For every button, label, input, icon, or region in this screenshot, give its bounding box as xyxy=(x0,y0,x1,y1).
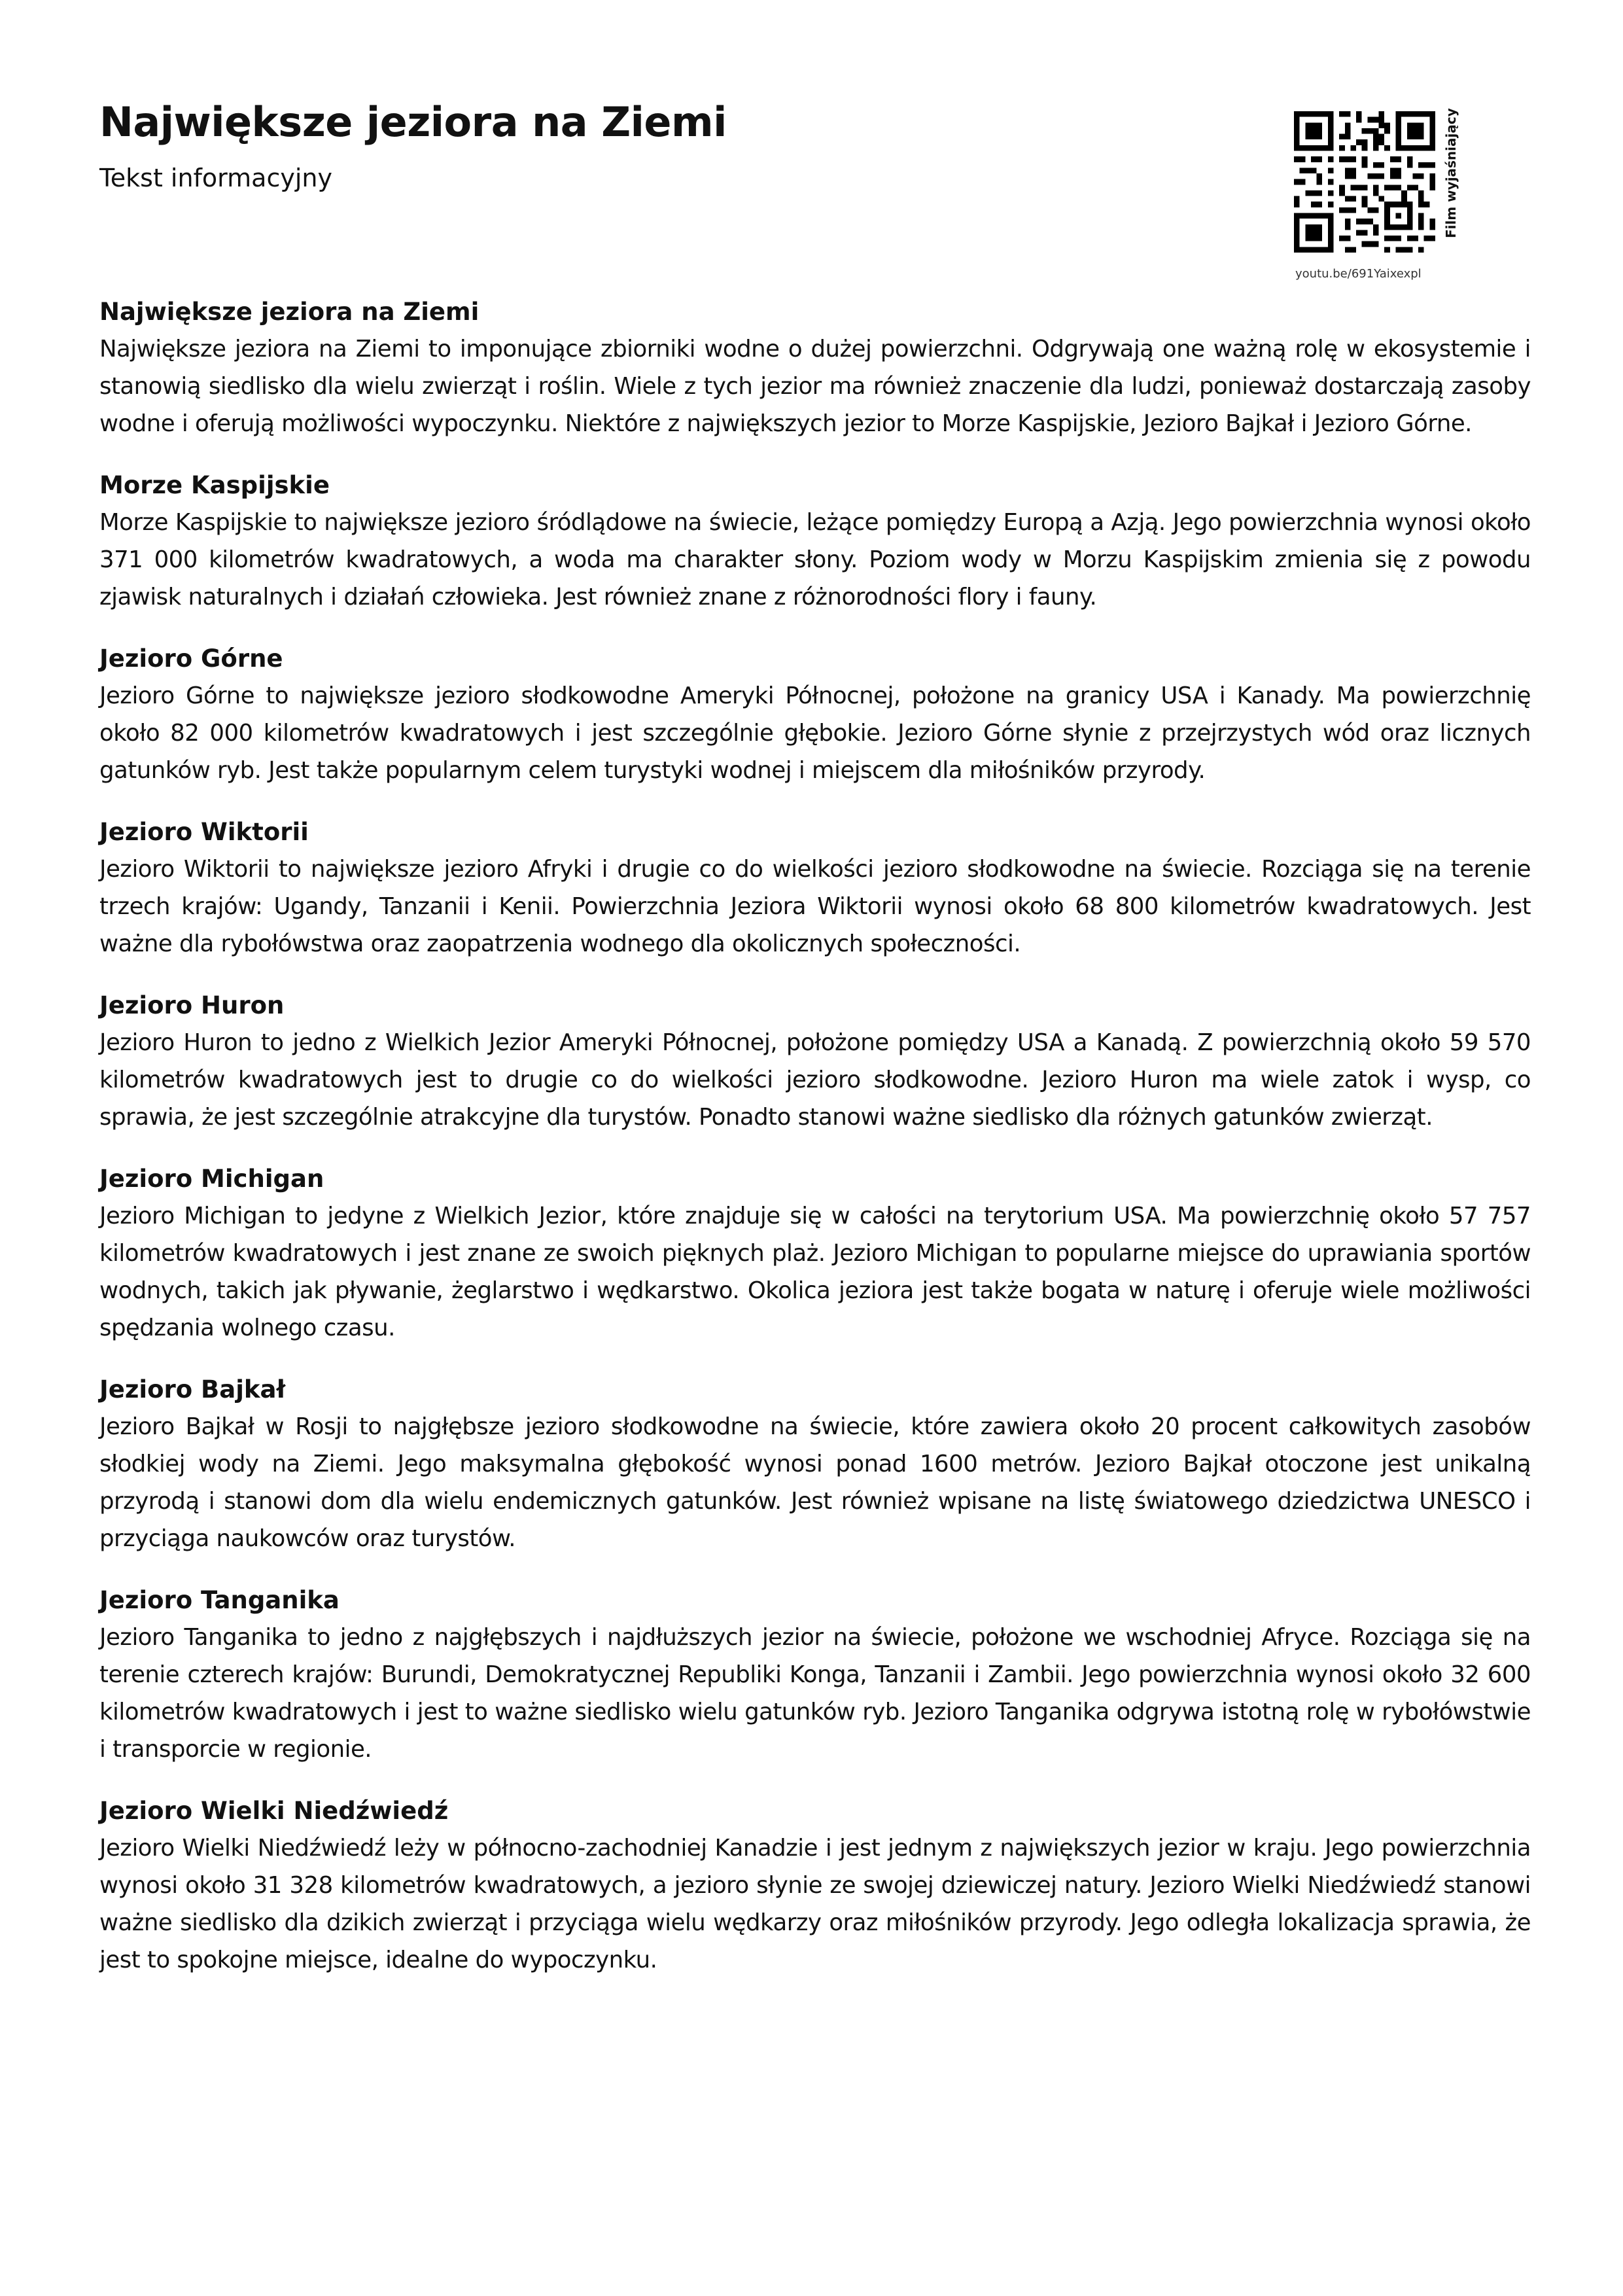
page-title: Największe jeziora na Ziemi xyxy=(99,98,727,146)
section-heading: Morze Kaspijskie xyxy=(99,471,330,499)
page-subtitle: Tekst informacyjny xyxy=(99,164,332,192)
qr-link-caption[interactable]: youtu.be/691Yaixexpl xyxy=(1295,267,1422,281)
section-heading: Jezioro Wielki Niedźwiedź xyxy=(99,1797,449,1825)
section-jezioro-bajkal xyxy=(99,1371,1531,1557)
section-heading: Jezioro Bajkał xyxy=(99,1375,286,1404)
qr-side-label: Film wyjaśniający xyxy=(1443,108,1459,238)
section-paragraph: Jezioro Tanganika to jedno z najgłębszych i najdłuższych jezior na świecie, położone we wschodniej Afryce. Rozciąga się na terenie czterech krajów: Burundi, Demokratycznej Republiki Konga, Tanzanii i Zambii. Jego powierzchnia wynosi około 32 600 kilometrów kwadratowych i jest to ważne siedlisko wielu gatunków ryb. Jezioro Tanganika odgrywa istotną rolę w rybołówstwie i transporcie w regionie. xyxy=(99,1624,1531,1763)
section-heading: Jezioro Huron xyxy=(99,991,285,1019)
section-paragraph: Morze Kaspijskie to największe jezioro śródlądowe na świecie, leżące pomiędzy Europą a Azją. Jego powierzchnia wynosi około 371 000 kilometrów kwadratowych, a woda ma charakter słony. Poziom wody w Morzu Kaspijskim zmienia się z powodu zjawisk naturalnych i działań człowieka. Jest również znane z różnorodności flory i fauny. xyxy=(99,509,1531,610)
section-paragraph: Jezioro Wielki Niedźwiedź leży w północno-zachodniej Kanadzie i jest jednym z największych jezior w kraju. Jego powierzchnia wynosi około 31 328 kilometrów kwadratowych, a jezioro słynie ze swojej dziewiczej natury. Jezioro Wielki Niedźwiedź stanowi ważne siedlisko dla dzikich zwierząt i przyciąga wielu wędkarzy oraz miłośników przyrody. Jego odległa lokalizacja sprawia, że jest to spokojne miejsce, idealne do wypoczynku. xyxy=(99,1835,1531,1973)
section-morze-kaspijskie xyxy=(99,467,1531,616)
section-jezioro-huron xyxy=(99,987,1531,1136)
section-jezioro-gorne xyxy=(99,640,1531,789)
section-paragraph: Jezioro Górne to największe jezioro słodkowodne Ameryki Północnej, położone na granicy USA i Kanady. Ma powierzchnię około 82 000 kilometrów kwadratowych i jest szczególnie głębokie. Jezioro Górne słynie z przejrzystych wód oraz licznych gatunków ryb. Jest także popularnym celem turystyki wodnej i miejscem dla miłośników przyrody. xyxy=(99,682,1531,784)
section-heading: Jezioro Tanganika xyxy=(99,1586,340,1614)
section-heading: Jezioro Michigan xyxy=(99,1165,324,1193)
qr-code-icon[interactable] xyxy=(1294,111,1435,253)
section-intro xyxy=(99,293,1531,442)
section-paragraph: Jezioro Wiktorii to największe jezioro Afryki i drugie co do wielkości jezioro słodkowodne na świecie. Rozciąga się na terenie trzech krajów: Ugandy, Tanzanii i Kenii. Powierzchnia Jeziora Wiktorii wynosi około 68 800 kilometrów kwadratowych. Jest ważne dla rybołówstwa oraz zaopatrzenia wodnego dla okolicznych społeczności. xyxy=(99,856,1531,957)
section-heading: Jezioro Górne xyxy=(99,645,283,673)
section-jezioro-wiktorii xyxy=(99,813,1531,963)
section-heading: Największe jeziora na Ziemi xyxy=(99,298,480,326)
qr-block xyxy=(1294,108,1471,294)
section-paragraph: Jezioro Michigan to jedyne z Wielkich Jezior, które znajduje się w całości na terytorium USA. Ma powierzchnię około 57 757 kilometrów kwadratowych i jest znane ze swoich pięknych plaż. Jezioro Michigan to popularne miejsce do uprawiania sportów wodnych, takich jak pływanie, żeglarstwo i wędkarstwo. Okolica jeziora jest także bogata w naturę i oferuje wiele możliwości spędzania wolnego czasu. xyxy=(99,1203,1531,1341)
section-heading: Jezioro Wiktorii xyxy=(99,818,309,846)
section-jezioro-tanganika xyxy=(99,1581,1531,1768)
article-body xyxy=(99,293,1531,2003)
section-paragraph: Największe jeziora na Ziemi to imponujące zbiorniki wodne o dużej powierzchni. Odgrywają one ważną rolę w ekosystemie i stanowią siedlisko dla wielu zwierząt i roślin. Wiele z tych jezior ma również znaczenie dla ludzi, ponieważ dostarczają zasoby wodne i oferują możliwości wypoczynku. Niektóre z największych jezior to Morze Kaspijskie, Jezioro Bajkał i Jezioro Górne. xyxy=(99,336,1531,437)
section-paragraph: Jezioro Bajkał w Rosji to najgłębsze jezioro słodkowodne na świecie, które zawiera około 20 procent całkowitych zasobów słodkiej wody na Ziemi. Jego maksymalna głębokość wynosi ponad 1600 metrów. Jezioro Bajkał otoczone jest unikalną przyrodą i stanowi dom dla wielu endemicznych gatunków. Jest również wpisane na listę światowego dziedzictwa UNESCO i przyciąga naukowców oraz turystów. xyxy=(99,1413,1531,1552)
section-paragraph: Jezioro Huron to jedno z Wielkich Jezior Ameryki Północnej, położone pomiędzy USA a Kanadą. Z powierzchnią około 59 570 kilometrów kwadratowych jest to drugie co do wielkości jezioro słodkowodne. Jezioro Huron ma wiele zatok i wysp, co sprawia, że jest szczególnie atrakcyjne dla turystów. Ponadto stanowi ważne siedlisko dla różnych gatunków zwierząt. xyxy=(99,1029,1531,1131)
section-jezioro-wielki-niedzwiedz xyxy=(99,1792,1531,1979)
section-jezioro-michigan xyxy=(99,1160,1531,1347)
